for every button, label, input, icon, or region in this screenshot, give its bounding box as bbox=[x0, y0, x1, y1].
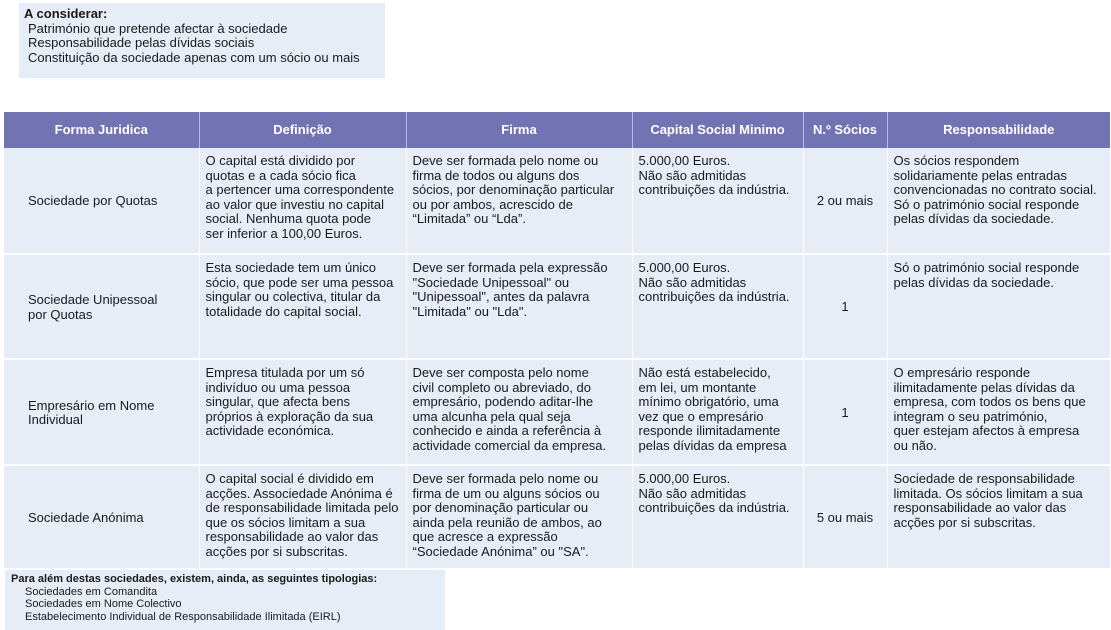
cell-firma: Deve ser formada pela expressão "Sociedade Unipessoal" ou "Unipessoal", antes da palavra "Limitada" ou "Lda". bbox=[406, 254, 632, 359]
cell-responsabilidade: Sociedade de responsabilidade limitada. Os sócios limitam a sua responsabilidade ao valor das acções por si subscritas. bbox=[887, 465, 1110, 569]
cell-definicao: Esta sociedade tem um único sócio, que pode ser uma pessoa singular ou colectiva, titular da totalidade do capital social. bbox=[199, 254, 406, 359]
cell-capital: 5.000,00 Euros. Não são admitidas contribuições da indústria. bbox=[632, 465, 803, 569]
cell-capital: 5.000,00 Euros. Não são admitidas contribuições da indústria. bbox=[632, 148, 803, 254]
cell-responsabilidade: Os sócios respondem solidariamente pelas entradas convencionadas no contrato social. Só o património social responde pelas dívidas da sociedade. bbox=[887, 148, 1110, 254]
cell-firma: Deve ser formada pelo nome ou firma de um ou alguns sócios ou por denominação particular ou ainda pela reunião de ambos, ao que acresce a expressão “Sociedade Anónima” ou "SA". bbox=[406, 465, 632, 569]
cell-capital: 5.000,00 Euros. Não são admitidas contribuições da indústria. bbox=[632, 254, 803, 359]
cell-forma: Sociedade Unipessoal por Quotas bbox=[4, 254, 199, 359]
cell-socios: 2 ou mais bbox=[803, 148, 887, 254]
considerations-heading: A considerar: bbox=[24, 6, 108, 21]
other-types-item: Sociedades em Nome Colectivo bbox=[25, 598, 182, 610]
other-types-item: Estabelecimento Individual de Responsabilidade Ilimitada (EIRL) bbox=[25, 610, 341, 623]
cell-responsabilidade: O empresário responde ilimitadamente pelas dívidas da empresa, com todos os bens que integram o seu património, quer estejam afectos à empresa ou não. bbox=[887, 359, 1110, 465]
table-row bbox=[4, 465, 1110, 569]
cell-socios: 1 bbox=[803, 359, 887, 465]
cell-forma: Empresário em Nome Individual bbox=[4, 359, 199, 465]
other-types-item: Sociedades em Comandita bbox=[25, 585, 158, 598]
table-row bbox=[4, 359, 1110, 465]
cell-firma: Deve ser composta pelo nome civil completo ou abreviado, do empresário, podendo aditar-lhe uma alcunha pela qual seja conhecido e ainda a referência à actividade comercial da empresa. bbox=[406, 359, 632, 465]
cell-socios: 1 bbox=[803, 254, 887, 359]
header-firma: Firma bbox=[406, 112, 632, 148]
header-responsabilidade: Responsabilidade bbox=[887, 112, 1110, 148]
cell-definicao: Empresa titulada por um só indivíduo ou uma pessoa singular, que afecta bens próprios à exploração da sua actividade económica. bbox=[199, 359, 406, 465]
other-types-heading: Para além destas sociedades, existem, ainda, as seguintes tipologias: bbox=[11, 573, 378, 585]
table-row bbox=[4, 254, 1110, 359]
table-row bbox=[4, 148, 1110, 254]
cell-responsabilidade: Só o património social responde pelas dívidas da sociedade. bbox=[887, 254, 1110, 359]
header-definicao: Definição bbox=[199, 112, 406, 148]
considerations-item: Património que pretende afectar à sociedade bbox=[28, 20, 288, 36]
other-types-box bbox=[5, 570, 445, 630]
considerations-box bbox=[19, 3, 385, 78]
header-capital-social: Capital Social Minimo bbox=[632, 112, 803, 148]
legal-forms-table bbox=[4, 112, 1110, 570]
cell-definicao: O capital social é dividido em acções. Associedade Anónima é de responsabilidade limitada pelo que os sócios limitam a sua responsabilidade ao valor das acções por si subscritas. bbox=[199, 465, 406, 569]
cell-capital: Não está estabelecido, em lei, um montante mínimo obrigatório, uma vez que o empresário responde ilimitadamente pelas dívidas da empresa bbox=[632, 359, 803, 465]
header-numero-socios: N.º Sócios bbox=[803, 112, 887, 148]
table-header-row bbox=[4, 112, 1110, 148]
cell-forma: Sociedade Anónima bbox=[4, 465, 199, 569]
considerations-item: Responsabilidade pelas dívidas sociais bbox=[28, 35, 255, 50]
cell-firma: Deve ser formada pelo nome ou firma de todos ou alguns dos sócios, por denominação particular ou por ambos, acrescido de “Limitada” ou “Lda”. bbox=[406, 148, 632, 254]
cell-forma: Sociedade por Quotas bbox=[4, 148, 199, 254]
considerations-item: Constituição da sociedade apenas com um sócio ou mais bbox=[28, 49, 360, 65]
header-forma-juridica: Forma Juridica bbox=[4, 112, 199, 148]
cell-socios: 5 ou mais bbox=[803, 465, 887, 569]
cell-definicao: O capital está dividido por quotas e a cada sócio fica a pertencer uma correspondente ao valor que investiu no capital social. Nenhuma quota pode ser inferior a 100,00 Euros. bbox=[199, 148, 406, 254]
